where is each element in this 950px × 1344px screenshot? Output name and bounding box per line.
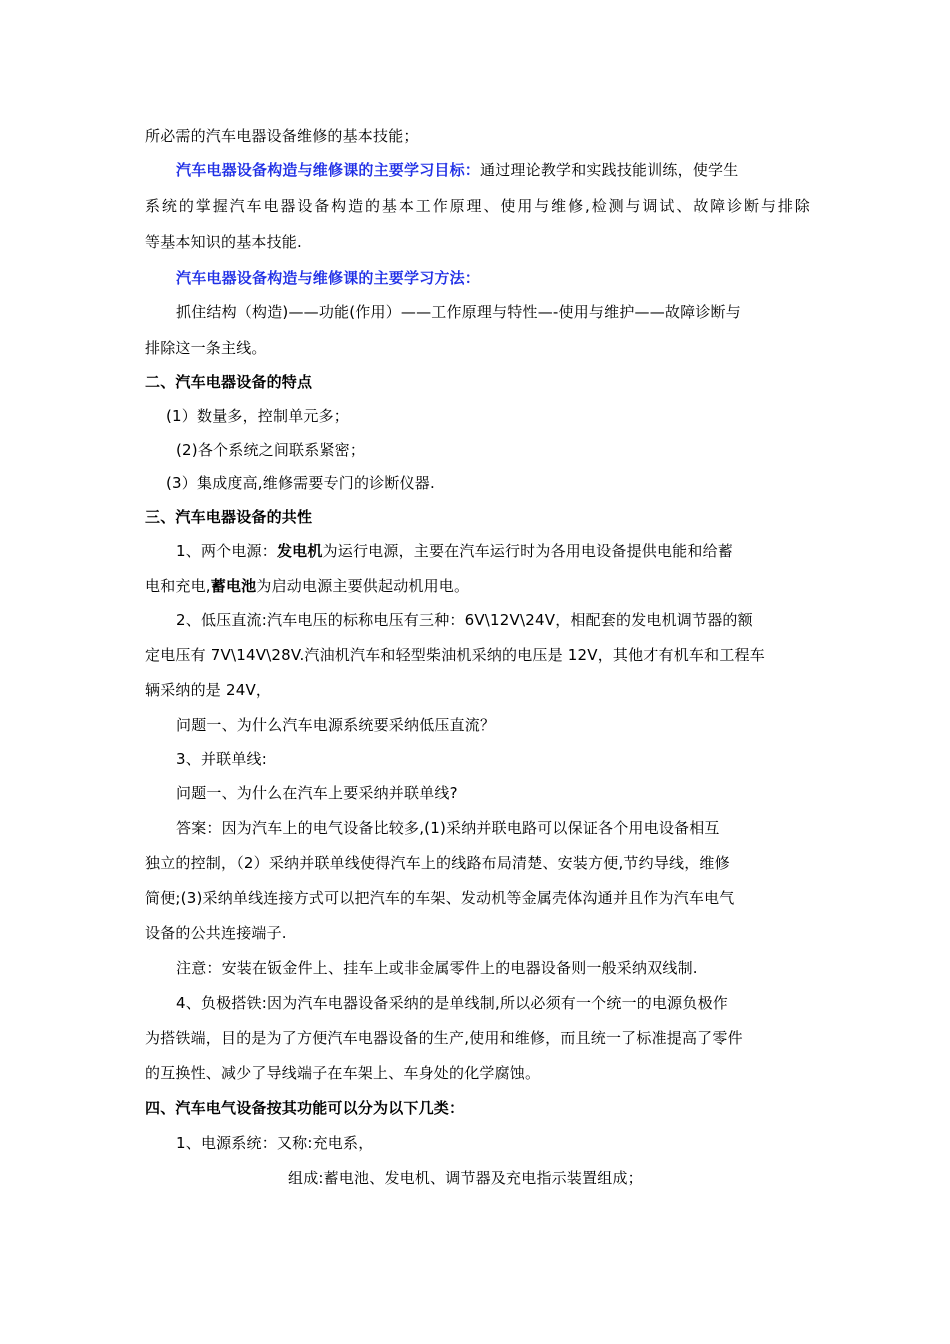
paragraph-line [176,541,810,561]
list-item: (3）集成度高,维修需要专门的诊断仪器. [166,474,435,492]
text-run: 电和充电, [145,577,211,595]
answer-line: 答案：因为汽车上的电气设备比较多,(1)采纳并联电路可以保证各个用电设备相互 [176,819,720,837]
paragraph-line [145,126,810,146]
answer-line: 独立的控制，（2）采纳并联单线使得汽车上的线路布局清楚、安装方便,节约导线，维修 [145,854,730,872]
generator-term: 发电机 [276,542,323,560]
note-line: 注意：安装在钣金件上、挂车上或非金属零件上的电器设备则一般采纳双线制. [176,959,698,977]
answer-line: 简便;(3)采纳单线连接方式可以把汽车的车架、发动机等金属壳体沟通并且作为汽车电气 [145,889,735,907]
paragraph-line: 为搭铁端，目的是为了方便汽车电器设备的生产,使用和维修，而且统一了标准提高了零件 [145,1029,743,1047]
list-item: 1、电源系统：又称:充电系， [176,1134,374,1152]
text-run: 为运行电源，主要在汽车运行时为各用电设备提供电能和给蓄 [322,542,733,560]
section-heading-4: 四、汽车电气设备按其功能可以分为以下几类： [145,1099,465,1117]
paragraph-line: 2、低压直流:汽车电压的标称电压有三种：6V\12V\24V，相配套的发电机调节器的额 [176,611,753,629]
paragraph-line: 系统的掌握汽车电器设备构造的基本工作原理、使用与维修,检测与调试、故障诊断与排除 [145,197,810,215]
paragraph-line: 定电压有 7V\14V\28V.汽油机汽车和轻型柴油机采纳的电压是 12V，其他才有机车和工程车 [145,646,765,664]
text-run: 1、两个电源： [176,542,277,560]
answer-line: 设备的公共连接端子. [145,924,287,942]
text-run: 通过理论教学和实践技能训练，使学生 [480,161,739,179]
learning-goal-heading: 汽车电器设备构造与维修课的主要学习目标： [176,161,481,179]
list-item: (1）数量多，控制单元多； [166,407,349,425]
paragraph-line: 3、并联单线: [176,750,267,768]
list-item: (2)各个系统之间联系紧密； [176,441,366,459]
paragraph-line: 4、负极搭铁:因为汽车电器设备采纳的是单线制,所以必须有一个统一的电源负极作 [176,994,728,1012]
battery-term: 蓄电池 [210,577,257,595]
paragraph-line [145,576,810,596]
text-run: 为启动电源主要供起动机用电。 [256,577,470,595]
paragraph-line: 等基本知识的基本技能. [145,233,302,251]
paragraph-line: 辆采纳的是 24V， [145,681,272,699]
paragraph-line [176,160,810,180]
learning-method-heading: 汽车电器设备构造与维修课的主要学习方法： [176,269,481,287]
list-item: 组成:蓄电池、发电机、调节器及充电指示装置组成； [288,1169,643,1187]
question-line: 问题一、为什么在汽车上要采纳并联单线? [176,784,458,802]
section-heading-2: 二、汽车电器设备的特点 [145,373,313,391]
text-run: 所必需的汽车电器设备维修的基本技能； [145,127,419,145]
section-heading-3: 三、汽车电器设备的共性 [145,508,313,526]
paragraph-line: 的互换性、减少了导线端子在车架上、车身处的化学腐蚀。 [145,1064,541,1082]
question-line: 问题一、为什么汽车电源系统要采纳低压直流？ [176,716,496,734]
paragraph-line: 排除这一条主线。 [145,339,267,357]
paragraph-line: 抓住结构（构造)——功能(作用）——工作原理与特性—-使用与维护——故障诊断与 [176,303,741,321]
